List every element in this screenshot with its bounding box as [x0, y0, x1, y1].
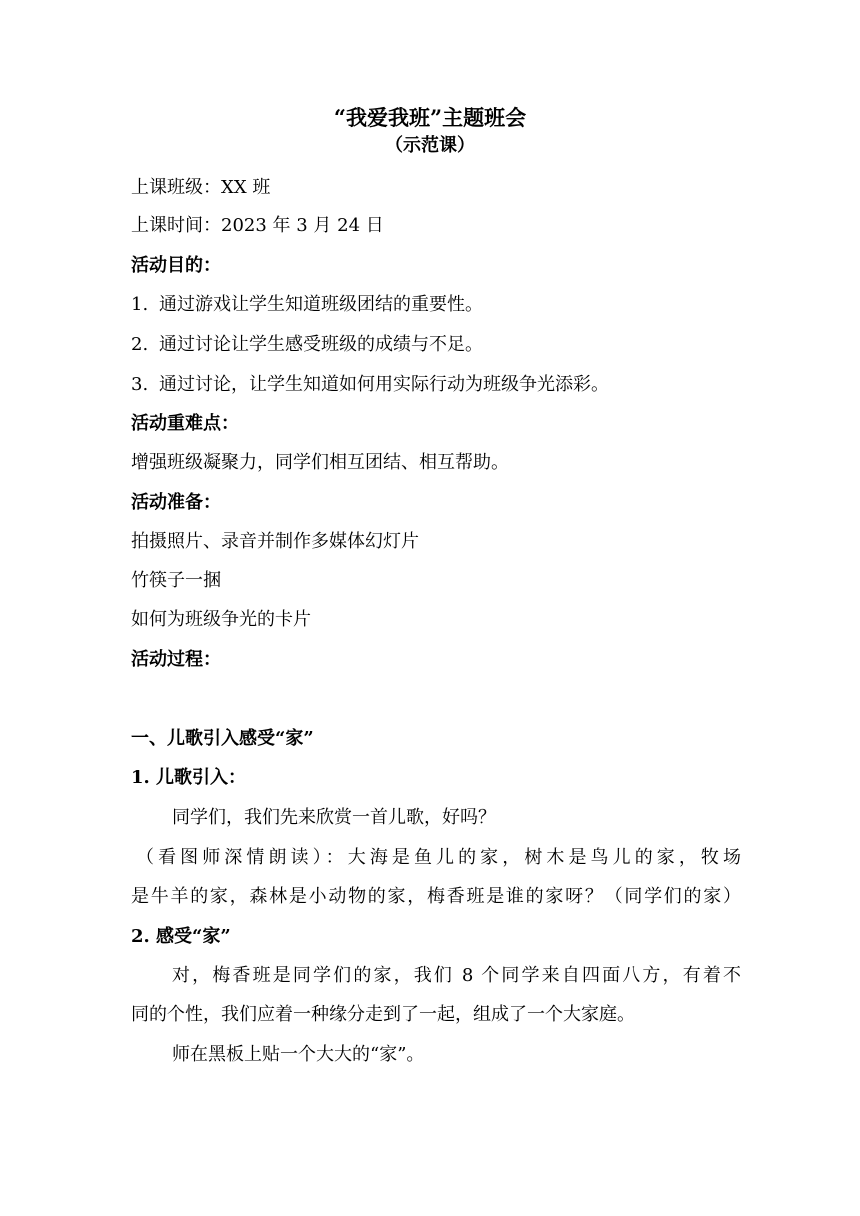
paragraph-line: 同的个性，我们应着一种缘分走到了一起，组成了一个大家庭。 — [131, 1004, 635, 1025]
goal-item — [131, 332, 741, 358]
goal-item — [131, 372, 741, 398]
goal-number: 2. — [131, 334, 149, 355]
key-points-text: 增强班级凝聚力，同学们相互团结、相互帮助。 — [131, 452, 509, 473]
section-title: 一、儿歌引入感受“家” — [131, 728, 314, 749]
goal-text: 通过游戏让学生知道班级团结的重要性。 — [159, 294, 483, 315]
step-title: 2. 感受“家” — [131, 926, 231, 947]
step-title: 1. 儿歌引入： — [131, 767, 247, 788]
preparation-heading: 活动准备： — [131, 492, 221, 513]
paragraph-line: 是牛羊的家，森林是小动物的家，梅香班是谁的家呀？（同学们的家） — [131, 886, 741, 907]
paragraph-line — [131, 845, 741, 871]
paragraph-line — [172, 963, 741, 989]
document-title: “我爱我班”主题班会 — [333, 105, 527, 130]
process-heading: 活动过程： — [131, 649, 221, 670]
goal-number: 3. — [131, 374, 149, 395]
time-line: 上课时间：2023 年 3 月 24 日 — [131, 215, 384, 236]
paragraph: 师在黑板上贴一个大大的“家”。 — [172, 1044, 425, 1065]
preparation-item: 竹筷子一捆 — [131, 570, 221, 591]
preparation-item: 拍摄照片、录音并制作多媒体幻灯片 — [131, 531, 419, 552]
goal-number: 1. — [131, 294, 149, 315]
goal-text: 通过讨论让学生感受班级的成绩与不足。 — [159, 334, 483, 355]
document-subtitle: （示范课） — [385, 135, 475, 156]
paragraph: 同学们，我们先来欣赏一首儿歌，好吗？ — [172, 807, 496, 828]
key-points-heading: 活动重难点： — [131, 413, 239, 434]
class-line: 上课班级：XX 班 — [131, 177, 271, 198]
goal-text: 通过讨论，让学生知道如何用实际行动为班级争光添彩。 — [159, 374, 609, 395]
paragraph-text: （看图师深情朗读）：大海是鱼儿的家，树木是鸟儿的家，牧场 — [136, 847, 741, 868]
goal-item — [131, 292, 741, 318]
paragraph-text: 对，梅香班是同学们的家，我们 8 个同学来自四面八方，有着不 — [172, 965, 741, 986]
goals-heading: 活动目的： — [131, 255, 221, 276]
preparation-item: 如何为班级争光的卡片 — [131, 609, 311, 630]
